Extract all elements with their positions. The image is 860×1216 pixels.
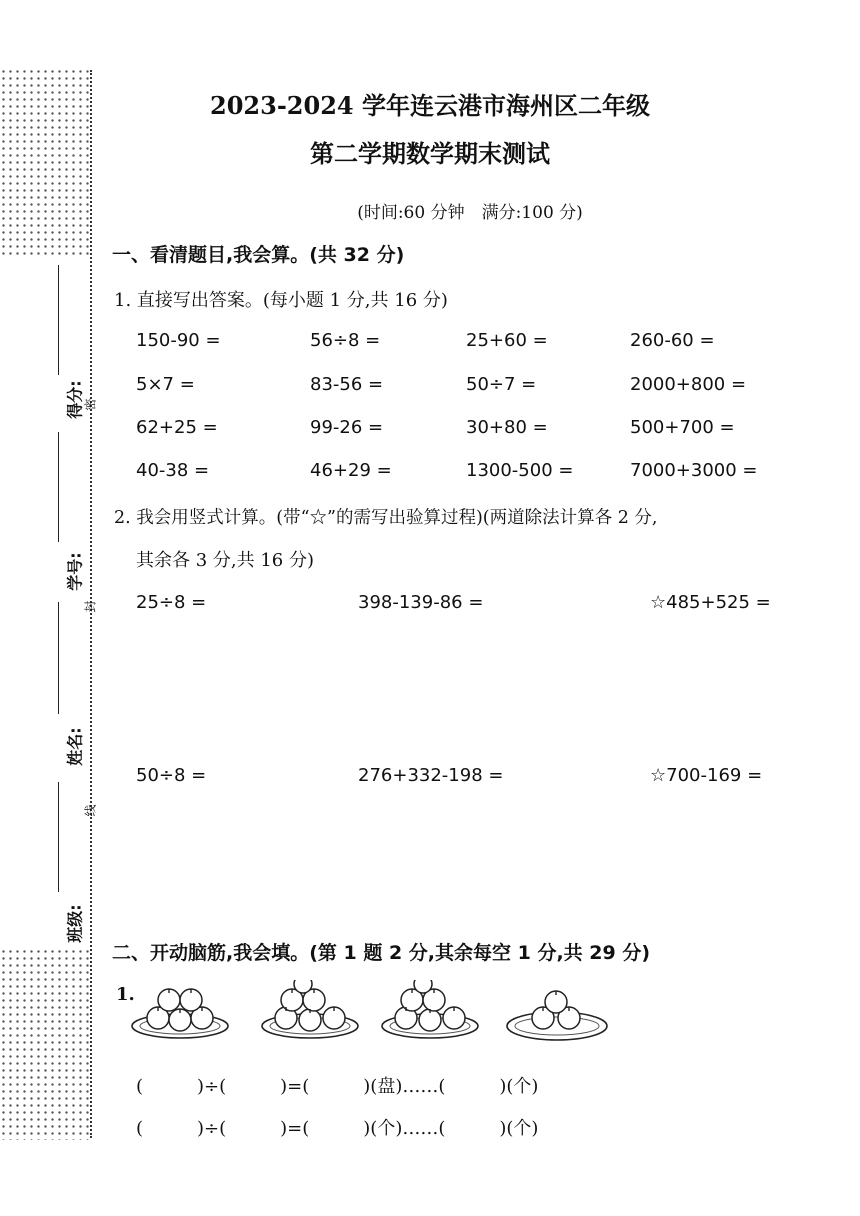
seal-char-xian: 线 xyxy=(83,804,98,817)
name-blank-line xyxy=(58,602,59,714)
margin-dot-pattern-bottom xyxy=(0,948,90,1140)
seal-char-mi: 密 xyxy=(83,398,98,411)
calc-item: 500+700 = xyxy=(630,417,735,438)
vertical-calc-item: 25÷8 = xyxy=(136,592,207,613)
calc-item: 83-56 = xyxy=(310,374,384,395)
plate-of-six-apples-3 xyxy=(382,980,478,1038)
fill-blank-line2[interactable]: ( )÷( )=( )(个)……( )(个) xyxy=(136,1118,539,1139)
calc-item: 46+29 = xyxy=(310,460,392,481)
number-blank-line xyxy=(58,432,59,542)
score-label: 得分: xyxy=(65,380,85,419)
calc-item: 50÷7 = xyxy=(466,374,537,395)
vertical-calc-item: ☆485+525 = xyxy=(650,592,771,613)
page-title-line2: 第二学期数学期末测试 xyxy=(310,139,550,168)
calc-item: 40-38 = xyxy=(136,460,210,481)
number-label: 学号: xyxy=(65,552,85,591)
seal-char-feng: 封 xyxy=(83,600,98,613)
fill-blank-line1[interactable]: ( )÷( )=( )(盘)……( )(个) xyxy=(136,1076,539,1097)
class-blank-line xyxy=(58,782,59,892)
calc-item: 62+25 = xyxy=(136,417,218,438)
section1-heading: 一、看清题目,我会算。(共 32 分) xyxy=(112,244,405,266)
calc-item: 1300-500 = xyxy=(466,460,574,481)
fruit-plates-illustration xyxy=(130,980,620,1050)
calc-item: 260-60 = xyxy=(630,330,715,351)
calc-item: 56÷8 = xyxy=(310,330,381,351)
plate-of-five-apples-1 xyxy=(132,989,228,1038)
class-label: 班级: xyxy=(65,904,85,943)
vertical-calc-item: ☆700-169 = xyxy=(650,765,763,786)
calc-item: 30+80 = xyxy=(466,417,548,438)
calc-item: 5×7 = xyxy=(136,374,195,395)
time-info: (时间:60 分钟 满分:100 分) xyxy=(357,203,583,223)
vertical-calc-item: 398-139-86 = xyxy=(358,592,484,613)
page-title-line1: 2023-2024 学年连云港市海州区二年级 xyxy=(210,91,650,120)
q2-prompt-line2: 其余各 3 分,共 16 分) xyxy=(136,550,314,571)
calc-item: 7000+3000 = xyxy=(630,460,758,481)
plate-of-three-apples-4 xyxy=(507,991,607,1040)
score-blank-line xyxy=(58,265,59,375)
calc-item: 25+60 = xyxy=(466,330,548,351)
plate-of-six-apples-2 xyxy=(262,980,358,1038)
name-label: 姓名: xyxy=(65,727,85,766)
section2-heading: 二、开动脑筋,我会填。(第 1 题 2 分,其余每空 1 分,共 29 分) xyxy=(112,942,651,964)
vertical-calc-item: 276+332-198 = xyxy=(358,765,504,786)
q2-prompt-line1: 2. 我会用竖式计算。(带“☆”的需写出验算过程)(两道除法计算各 2 分, xyxy=(114,508,658,528)
calc-item: 99-26 = xyxy=(310,417,384,438)
vertical-calc-item: 50÷8 = xyxy=(136,765,207,786)
s2-q1-number: 1. xyxy=(116,984,135,1005)
calc-item: 2000+800 = xyxy=(630,374,747,395)
q1-prompt: 1. 直接写出答案。(每小题 1 分,共 16 分) xyxy=(114,290,448,311)
calc-item: 150-90 = xyxy=(136,330,221,351)
